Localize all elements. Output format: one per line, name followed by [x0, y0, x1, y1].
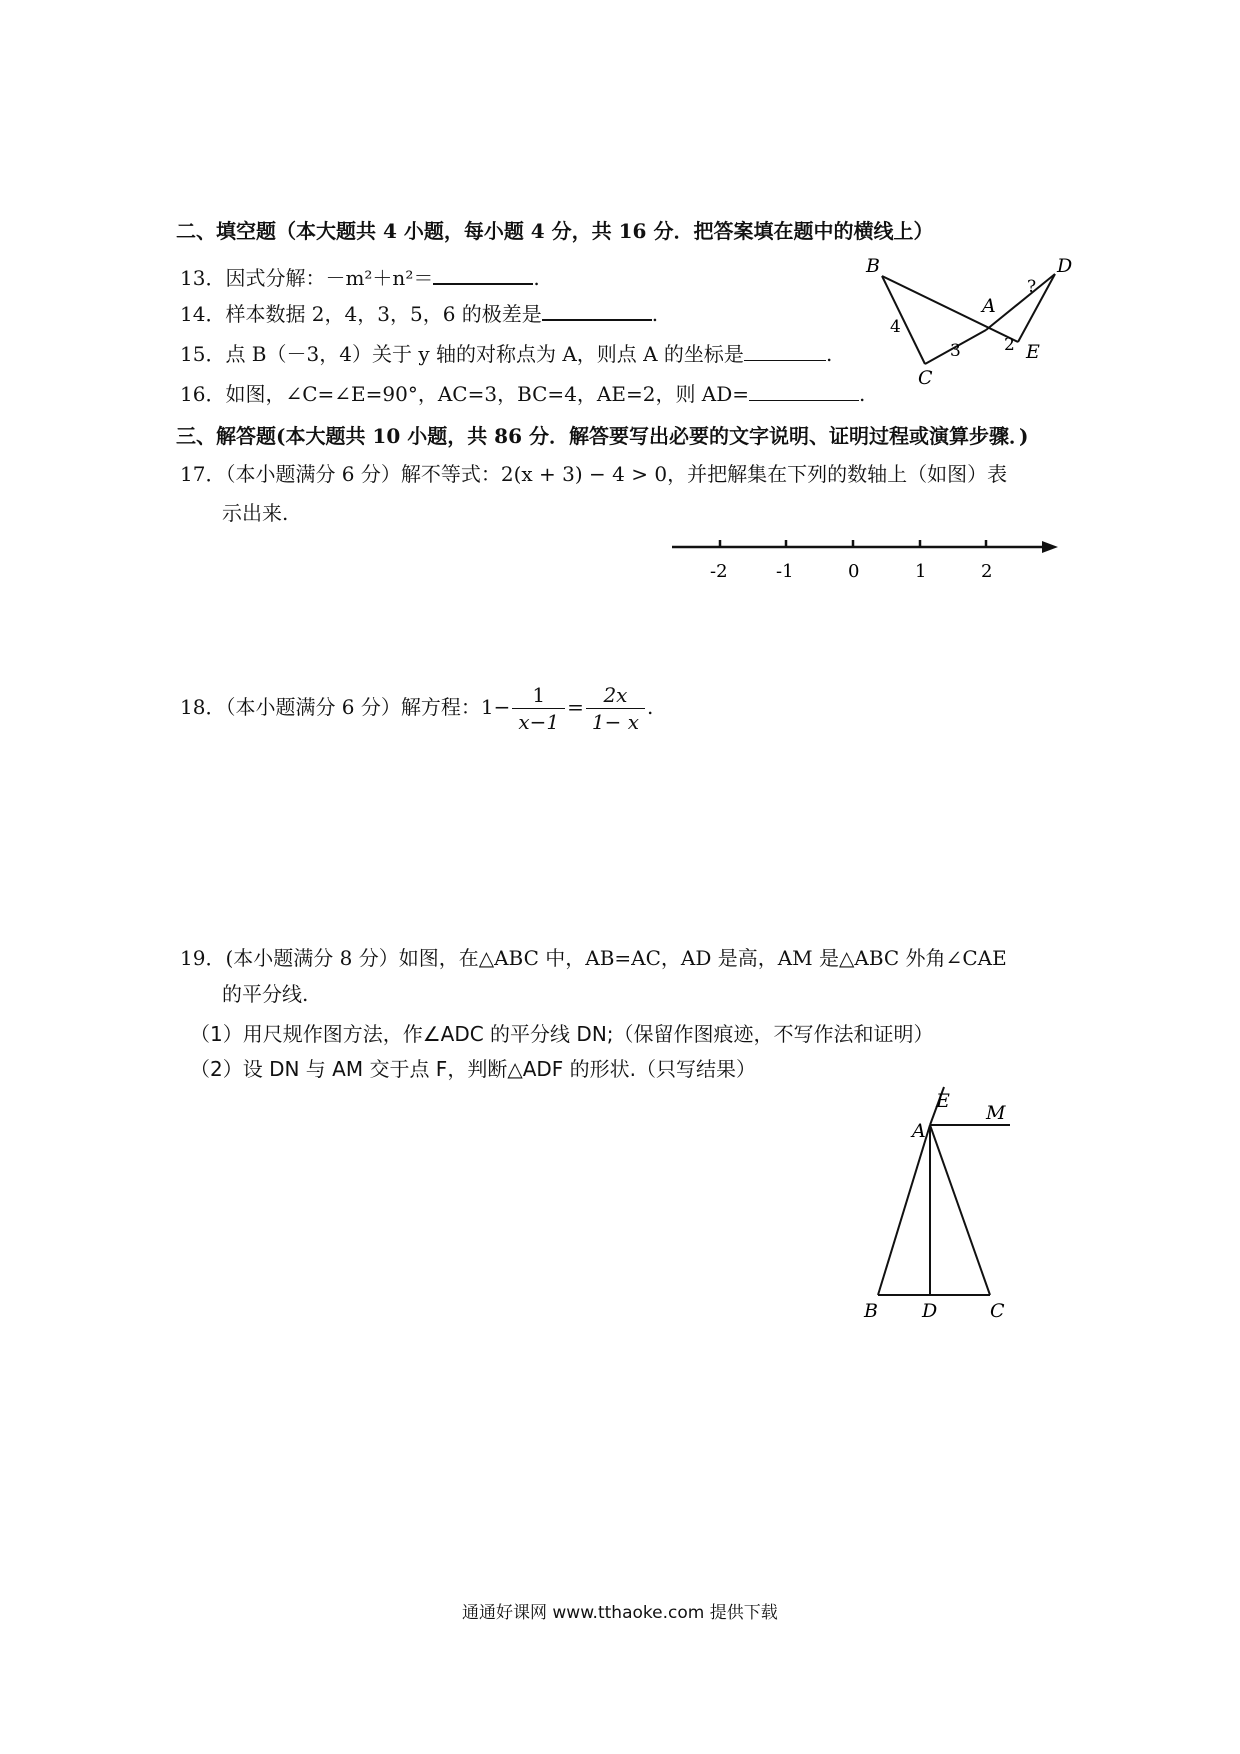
tick-label: -2: [710, 561, 728, 582]
label-A: A: [912, 1120, 926, 1142]
question-text: 点 B（－3，4）关于 y 轴的对称点为 A，则点 A 的坐标是: [225, 342, 744, 366]
question-end: .: [651, 302, 659, 326]
question-end: .: [533, 266, 540, 290]
label-E: E: [1026, 341, 1040, 363]
number-line: [670, 530, 1060, 590]
question-number: 17．: [180, 462, 226, 486]
label-question: ?: [1027, 277, 1037, 297]
answer-blank-14[interactable]: [542, 301, 652, 321]
tick-label: 1: [915, 561, 927, 582]
question-text: 因式分解：－m²＋n²＝: [225, 266, 434, 290]
question-text: (本小题满分 8 分）如图，在△ABC 中，AB=AC，AD 是高，AM 是△ABC 外角∠CAE: [225, 946, 1007, 970]
question-19-part1: （1）用尺规作图方法，作∠ADC 的平分线 DN;（保留作图痕迹，不写作法和证明）: [190, 1022, 934, 1046]
question-number: 14．: [180, 302, 226, 326]
question-end: .: [859, 382, 866, 406]
tick-label: -1: [776, 561, 794, 582]
question-17-line2: 示出来.: [222, 501, 289, 525]
label-3: 3: [950, 341, 961, 361]
question-19-line2: 的平分线.: [222, 982, 309, 1006]
answer-blank-15[interactable]: [744, 342, 826, 361]
label-D: D: [922, 1300, 938, 1322]
fraction-2: [586, 682, 645, 735]
question-19-line1: [180, 942, 1007, 971]
fraction-numerator: 1: [512, 682, 565, 709]
question-14: [180, 298, 658, 327]
question-13: [180, 262, 540, 291]
fraction-denominator: x−1: [518, 710, 560, 734]
tick-label: 2: [981, 561, 993, 582]
figure-q16: [850, 250, 1080, 390]
question-number: 19．: [180, 946, 226, 970]
arrow-right-icon: [1042, 541, 1058, 553]
question-number: 18．: [180, 695, 226, 719]
question-number: 13．: [180, 266, 226, 290]
fraction-numerator: 2x: [586, 682, 645, 709]
question-text: （本小题满分 6 分）解不等式：2(x + 3) − 4 > 0，并把解集在下列的数轴上（如图）表: [225, 462, 1008, 486]
label-2: 2: [1004, 335, 1015, 355]
question-text: 如图，∠C=∠E=90°，AC=3，BC=4，AE=2，则 AD=: [225, 382, 750, 406]
question-end: .: [647, 695, 654, 719]
label-C: C: [990, 1300, 1005, 1322]
question-19-part2: （2）设 DN 与 AM 交于点 F，判断△ADF 的形状.（只写结果）: [190, 1057, 756, 1081]
question-text: （本小题满分 6 分）解方程：1−: [225, 695, 511, 719]
fraction-1: [512, 682, 565, 735]
label-B: B: [866, 255, 880, 277]
tick-label: 0: [848, 561, 860, 582]
section3-heading: 三、解答题(本大题共 10 小题，共 86 分．解答要写出必要的文字说明、证明过程或演算步骤．): [176, 424, 1029, 448]
question-text: 样本数据 2，4，3，5，6 的极差是: [225, 302, 542, 326]
label-A: A: [982, 295, 996, 317]
label-M: M: [986, 1102, 1006, 1124]
question-number: 15．: [180, 342, 226, 366]
label-B: B: [864, 1300, 878, 1322]
question-15: [180, 338, 832, 367]
figure-q19: [850, 1085, 1030, 1325]
section2-heading: 二、填空题（本大题共 4 小题，每小题 4 分，共 16 分．把答案填在题中的横线上）: [176, 219, 934, 243]
question-16: [180, 378, 865, 407]
page-footer: 通通好课网 www.tthaoke.com 提供下载: [462, 1603, 778, 1623]
fraction-denominator: 1− x: [591, 710, 640, 734]
label-C: C: [918, 367, 933, 389]
question-number: 16．: [180, 382, 226, 406]
question-end: .: [825, 342, 833, 366]
question-18: [180, 682, 653, 735]
equals-sign: =: [567, 695, 584, 719]
label-4: 4: [890, 317, 901, 337]
answer-blank-13[interactable]: [433, 265, 533, 285]
label-E: E: [936, 1090, 950, 1112]
label-D: D: [1057, 255, 1073, 277]
answer-blank-16[interactable]: [749, 382, 859, 401]
question-17-line1: [180, 458, 1007, 487]
